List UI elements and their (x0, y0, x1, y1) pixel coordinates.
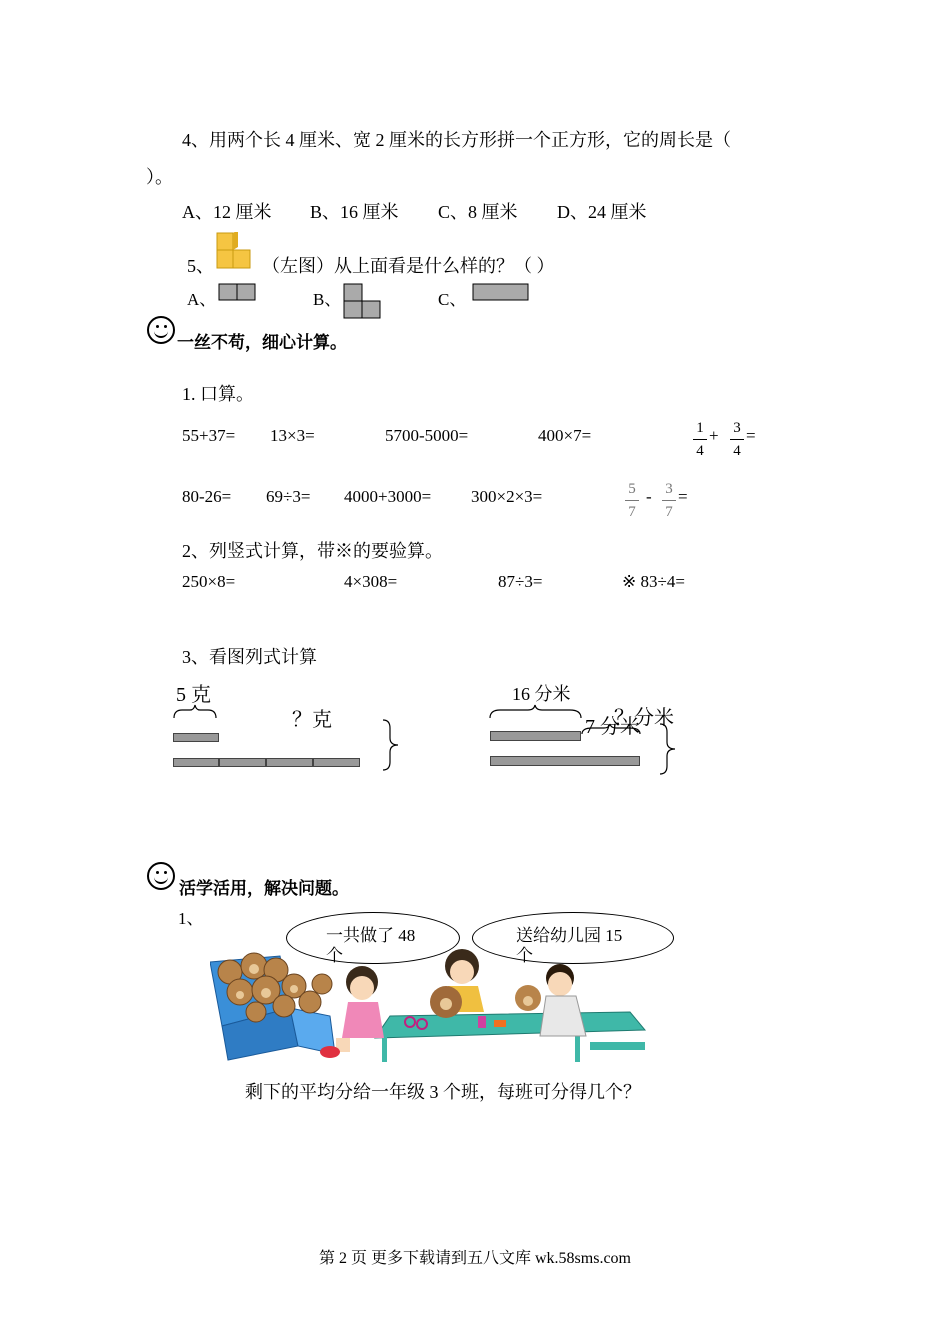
oral-r2-4: 300×2×3= (471, 487, 543, 506)
fraction-2b: 3 7 (662, 480, 676, 521)
frac2-op: - (646, 487, 652, 506)
problem1-number: 1、 (178, 909, 204, 928)
bubble2-text: 送给幼儿园 15 个 (516, 926, 623, 965)
vertical-heading: 2、列竖式计算，带※的要验算。 (182, 541, 443, 561)
page-footer: 第 2 页 更多下载请到五八文库 wk.58sms.com (318, 1250, 631, 1267)
left-question: ？克 (292, 709, 332, 731)
oral-r2-2: 69÷3= (266, 487, 311, 506)
fraction-1b: 3 4 (730, 419, 744, 460)
q4-option-c: C、8 厘米 (438, 202, 518, 222)
fraction-1a: 1 4 (693, 419, 707, 460)
left-long-bar-seg4 (313, 758, 360, 767)
option-c-shape (472, 283, 530, 303)
frac1-op: + (709, 426, 719, 445)
oral-r1-3: 5700-5000= (385, 426, 469, 445)
smiley-icon (147, 316, 175, 344)
oral-r1-2: 13×3= (270, 426, 315, 445)
oral-heading: 1. 口算。 (182, 384, 254, 404)
right-top-label: 16 分米 (512, 684, 571, 704)
bubble1-text: 一共做了 48 个 (326, 926, 416, 965)
section2-title: 活学活用，解决问题。 (179, 879, 349, 899)
section1-title: 一丝不苟，细心计算。 (177, 333, 347, 353)
frac2-eq: = (678, 487, 688, 506)
right-question: ？分米 (614, 707, 674, 729)
q5-question: （左图）从上面看是什么样的？（ ） (262, 256, 555, 276)
left-top-label: 5 克 (176, 684, 211, 706)
cube-stack-figure (216, 232, 252, 270)
right-mid-label: 7 分米 (585, 716, 640, 738)
q5-option-b: B、 (313, 290, 342, 309)
right-top-brace (488, 704, 584, 720)
option-a-shape (218, 283, 258, 303)
vertical-item-4: ※ 83÷4= (622, 572, 685, 591)
smiley-icon (147, 862, 175, 890)
q5-option-a: A、 (187, 290, 217, 309)
q4-option-b: B、16 厘米 (310, 202, 399, 222)
q5-number: 5、 (187, 256, 214, 276)
diagram-heading: 3、看图列式计算 (182, 647, 317, 667)
right-right-brace (657, 722, 681, 776)
left-brace (172, 704, 218, 720)
q4-line1: 4、用两个长 4 厘米、宽 2 厘米的长方形拼一个正方形，它的周长是（ (182, 130, 731, 150)
left-long-bar-seg3 (266, 758, 313, 767)
right-short-bar (490, 731, 581, 741)
right-mid-brace (580, 722, 644, 738)
q4-option-d: D、24 厘米 (557, 202, 647, 222)
vertical-item-1: 250×8= (182, 572, 236, 591)
q4-option-a: A、12 厘米 (182, 202, 272, 222)
frac1-eq: = (746, 426, 756, 445)
left-long-bar-seg1 (173, 758, 219, 767)
left-short-bar (173, 733, 219, 742)
left-long-bar-seg2 (219, 758, 266, 767)
fraction-2a: 5 7 (625, 480, 639, 521)
vertical-item-2: 4×308= (344, 572, 398, 591)
problem1-question: 剩下的平均分给一年级 3 个班，每班可分得几个？ (245, 1082, 641, 1102)
oral-r2-1: 80-26= (182, 487, 232, 506)
vertical-item-3: 87÷3= (498, 572, 543, 591)
right-long-bar (490, 756, 640, 766)
oral-r2-3: 4000+3000= (344, 487, 432, 506)
option-b-shape (343, 283, 383, 321)
left-right-brace (380, 718, 404, 772)
q5-option-c: C、 (438, 290, 467, 309)
oral-r1-1: 55+37= (182, 426, 236, 445)
oral-r1-4: 400×7= (538, 426, 592, 445)
q4-line2: ）。 (146, 167, 173, 187)
